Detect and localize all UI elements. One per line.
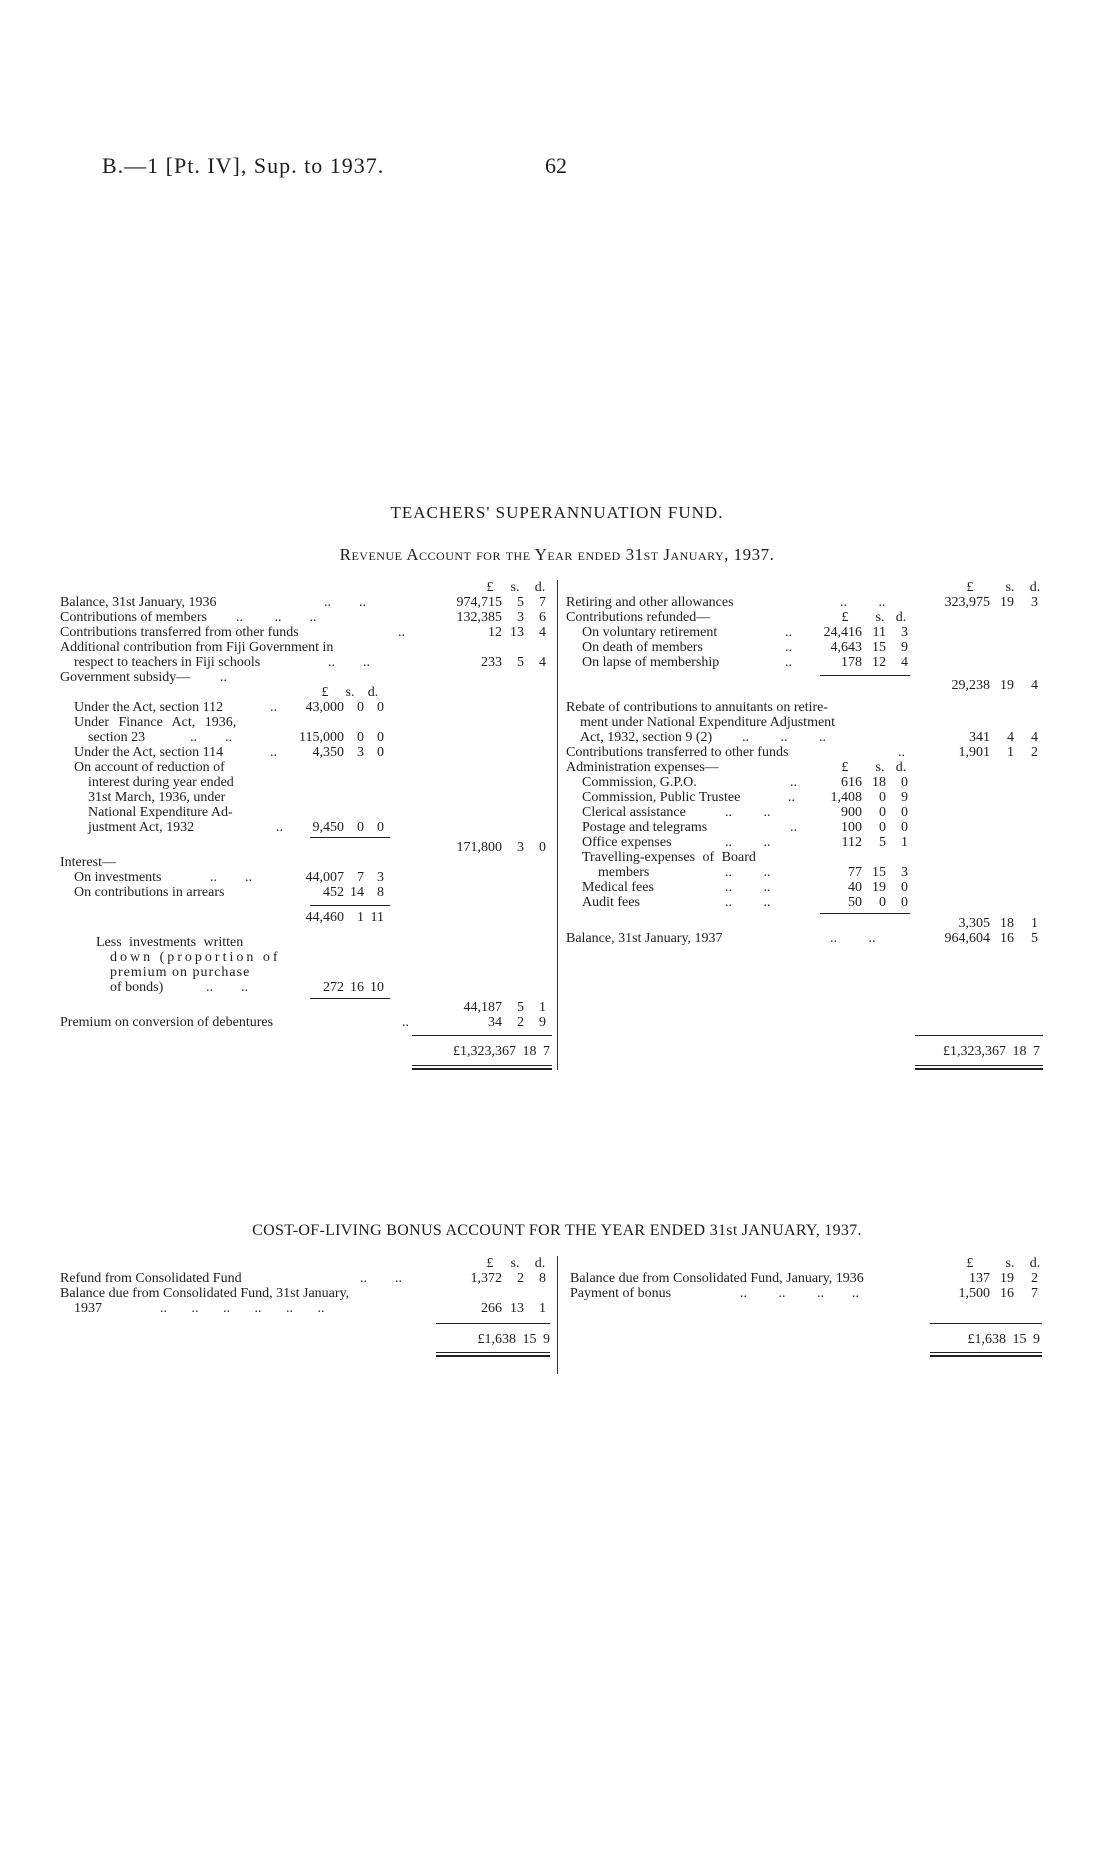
pounds: 4,643 — [830, 640, 862, 655]
row-label: Under the Act, section 114 — [74, 745, 224, 760]
pence: 0 — [901, 805, 908, 820]
row-label: Additional contribution from Fiji Government in — [60, 640, 334, 655]
shillings: 0 — [879, 895, 886, 910]
pounds: 29,238 — [951, 678, 990, 693]
shilling-head: s. — [510, 580, 520, 595]
bonus-left-double-rule-2 — [436, 1355, 550, 1357]
bonus-center-divider — [557, 1256, 558, 1374]
right-pence-head: d. — [1029, 1256, 1041, 1271]
inner-pound-head: £ — [841, 760, 849, 775]
fund-title: TEACHERS' SUPERANNUATION FUND. — [390, 503, 724, 522]
bonus-account-table: £ s. d. £ s. d. Refund from Consolidated Fund .. .. 1,372 2 8 Balance due from Consolidated Fund, January, 1936 137 19 2 Balance due from Consolidated Fund, 31st January, Payment of bonus .. .. .. .. 1,500 16 7 1937 .. .. .. .. .. .. 266 13 1 £1,638 15 9 £1,638 15 9 — [60, 1256, 1060, 1376]
pound-head: £ — [966, 580, 974, 595]
row-label: Less investments written — [96, 935, 244, 950]
row-label: Act, 1932, section 9 (2) — [580, 730, 713, 745]
shilling-head: s. — [1005, 580, 1015, 595]
shillings: 2 — [517, 1015, 524, 1030]
row-label: Commission, Public Trustee — [582, 790, 741, 805]
left-total-double-rule-2 — [412, 1068, 552, 1070]
pounds: 323,975 — [944, 595, 990, 610]
shillings: 0 — [879, 820, 886, 835]
pence: 11 — [370, 910, 384, 925]
pence: 4 — [539, 625, 546, 640]
inner-pound-head: £ — [321, 685, 329, 700]
admin-subtotal-rule — [820, 913, 910, 914]
pounds: 50 — [848, 895, 862, 910]
bonus-left-double-rule-1 — [436, 1352, 550, 1353]
pounds: 178 — [841, 655, 862, 670]
pence: 1 — [539, 1301, 546, 1316]
pence: 4 — [1031, 678, 1038, 693]
shillings: 14 — [350, 885, 364, 900]
pounds: 233 — [481, 655, 502, 670]
shillings: 1 — [1007, 745, 1014, 760]
pence: 1 — [901, 835, 908, 850]
row-label: National Expenditure Ad- — [88, 805, 233, 820]
row-label: 31st March, 1936, under — [88, 790, 226, 805]
pence: 0 — [377, 820, 384, 835]
row-label: On death of members — [582, 640, 703, 655]
right-row-label: Balance due from Consolidated Fund, January, 1936 — [570, 1271, 864, 1286]
row-label: Under the Act, section 112 — [74, 700, 224, 715]
row-label: members — [598, 865, 650, 880]
shillings: 19 — [1000, 595, 1014, 610]
pence: 0 — [901, 775, 908, 790]
pence: 4 — [539, 655, 546, 670]
pounds: 77 — [848, 865, 862, 880]
row-label: Interest— — [60, 855, 116, 870]
right-pound-head: £ — [966, 1256, 974, 1271]
interest-subtotal-rule — [310, 905, 390, 906]
pounds: 171,800 — [456, 840, 502, 855]
pence: 9 — [901, 640, 908, 655]
pence: 6 — [539, 610, 546, 625]
revenue-account-table: £ s. d. £ s. d. Balance, 31st January, 1936 .. .. 974,715 5 7 Contributions of members .. .. .. 132,385 3 6 Contributions transferred from other funds .. 12 13 4 Additional contribution from Fiji Government in respect to teachers in Fiji schools .. .. 233 5 4 Government subsidy— .. Under the Act, section 112 .. 43,000 0 0 Under Finance Act, 1936, section 23 .. .. 115,000 0 0 Under the Act, section 114 .. 4,350 3 0 On account of reduction of interest during year ended 31st March, 1936, under National Expenditure Ad- justment Act, 1932 .. 9,450 0 0 171,800 3 0 Interest— On investments .. .. 44,007 7 3 On contributions in arrears 452 14 8 44,460 1 11 Less investments written down (proportion of premium on purchase of bonds) .. .. 272 16 10 44,187 5 1 Premium on conversion of debentures .. 34 2 9 £1,323,367 18 7 £ s. d. Retiring and other allowances .. .. 323,975 19 3 Contributions refunded— £ s. d. On voluntary retirement .. 24,416 11 3 On death of members .. 4,643 15 9 On lapse of membership .. 178 12 4 29,238 19 4 Rebate of contributions to annuitants on retire- ment under National Expenditure Adjustment Act, 1932, section 9 (2) .. .. .. 341 4 4 Contributions transferred to other funds .. 1,901 1 2 Administration expenses— £ s. d. Commission, G.P.O. .. 616 18 0 Commission, Public Trustee .. 1,408 0 9 Clerical assistance .. .. 900 0 0 Postage and telegrams .. 100 0 0 Office expenses .. .. 112 5 1 Travelling-expenses of Board members .. .. 77 15 3 Medical fees .. .. 40 19 0 Audit fees .. .. 50 0 0 3,305 18 1 Balance, 31st January, 1937 .. .. 964,604 16 5 £1,323,367 18 7 — [60, 580, 1060, 1100]
revenue-account-title: Revenue Account for the Year ended 31st January, 1937. — [339, 545, 775, 564]
pounds: 100 — [841, 820, 862, 835]
row-label: Retiring and other allowances — [566, 595, 734, 610]
pounds: 132,385 — [456, 610, 502, 625]
row-label: Balance, 31st January, 1937 — [566, 931, 723, 946]
row-label: Contributions transferred from other funds — [60, 625, 299, 640]
pounds: 43,000 — [305, 700, 344, 715]
row-label: On contributions in arrears — [74, 885, 225, 900]
row-label: Medical fees — [582, 880, 654, 895]
pounds: 272 — [323, 980, 344, 995]
inner-shilling-head: s. — [875, 760, 885, 775]
shillings: 5 — [517, 1000, 524, 1015]
right-total-rule — [915, 1035, 1043, 1036]
pounds: 12 — [488, 625, 502, 640]
row-label: Government subsidy— — [60, 670, 191, 685]
shillings: 13 — [510, 625, 524, 640]
pence: 0 — [377, 745, 384, 760]
pence: 2 — [1031, 745, 1038, 760]
shillings: 19 — [1000, 678, 1014, 693]
pence: 3 — [901, 625, 908, 640]
shillings: 0 — [879, 805, 886, 820]
row-label: On lapse of membership — [582, 655, 720, 670]
left-total-double-rule-1 — [412, 1065, 552, 1066]
shillings: 12 — [872, 655, 886, 670]
shillings: 13 — [510, 1301, 524, 1316]
right-total-double-rule-2 — [915, 1068, 1043, 1070]
left-grand-total: £1,638 15 9 — [477, 1332, 550, 1347]
row-label: Contributions of members — [60, 610, 207, 625]
pounds: 44,460 — [305, 910, 344, 925]
shillings: 4 — [1007, 730, 1014, 745]
pounds: 616 — [841, 775, 862, 790]
pounds: 964,604 — [944, 931, 990, 946]
row-label: Office expenses — [582, 835, 672, 850]
right-pence: 2 — [1031, 1271, 1038, 1286]
row-label: Contributions transferred to other funds — [566, 745, 789, 760]
pence-head: d. — [534, 1256, 546, 1271]
row-label: down (proportion of — [110, 950, 281, 965]
pounds: 452 — [323, 885, 344, 900]
revenue-center-divider — [557, 580, 558, 1070]
pounds: 3,305 — [958, 916, 990, 931]
right-pounds: 137 — [969, 1271, 990, 1286]
pence: 0 — [377, 730, 384, 745]
grand-total: £1,323,367 18 7 — [453, 1044, 550, 1059]
row-label: Commission, G.P.O. — [582, 775, 697, 790]
pence: 8 — [377, 885, 384, 900]
row-label: Administration expenses— — [566, 760, 719, 775]
shillings: 18 — [1000, 916, 1014, 931]
refunded-subtotal-rule — [820, 675, 910, 676]
right-shillings: 19 — [1000, 1271, 1014, 1286]
shillings: 0 — [879, 790, 886, 805]
pence: 9 — [539, 1015, 546, 1030]
shillings: 16 — [1000, 931, 1014, 946]
bonus-right-total-rule — [930, 1323, 1042, 1324]
right-grand-total: £1,638 15 9 — [967, 1332, 1040, 1347]
pounds: 900 — [841, 805, 862, 820]
row-label: On investments — [74, 870, 162, 885]
row-label: Travelling-expenses of Board — [582, 850, 756, 865]
pence: 1 — [1031, 916, 1038, 931]
right-total-double-rule-1 — [915, 1065, 1043, 1066]
row-label: Refund from Consolidated Fund — [60, 1271, 242, 1286]
pounds: 1,372 — [470, 1271, 502, 1286]
pence: 9 — [901, 790, 908, 805]
pounds: 266 — [481, 1301, 502, 1316]
interest-total-rule — [310, 998, 390, 999]
row-label: justment Act, 1932 — [88, 820, 195, 835]
row-label: On account of reduction of — [74, 760, 225, 775]
pounds: 4,350 — [312, 745, 344, 760]
inner-shilling-head: s. — [345, 685, 355, 700]
row-label: 1937 — [74, 1301, 102, 1316]
pence: 7 — [539, 595, 546, 610]
pence: 0 — [901, 880, 908, 895]
shillings: 7 — [357, 870, 364, 885]
right-shilling-head: s. — [1005, 1256, 1015, 1271]
right-pence: 7 — [1031, 1286, 1038, 1301]
shilling-head: s. — [510, 1256, 520, 1271]
document-reference: B.—1 [Pt. IV], Sup. to 1937. — [102, 153, 385, 178]
inner-pence-head: d. — [367, 685, 379, 700]
shillings: 19 — [872, 880, 886, 895]
shillings: 15 — [872, 640, 886, 655]
pounds: 115,000 — [299, 730, 344, 745]
left-total-rule — [412, 1035, 552, 1036]
pence: 4 — [901, 655, 908, 670]
row-label: ment under National Expenditure Adjustment — [580, 715, 836, 730]
shillings: 2 — [517, 1271, 524, 1286]
bonus-account-title: COST-OF-LIVING BONUS ACCOUNT FOR THE YEAR ENDED 31st JANUARY, 1937. — [252, 1222, 862, 1239]
shillings: 0 — [357, 700, 364, 715]
pounds: 34 — [488, 1015, 502, 1030]
row-label: On voluntary retirement — [582, 625, 718, 640]
pence: 4 — [1031, 730, 1038, 745]
row-label: premium on purchase — [110, 965, 251, 980]
pence: 0 — [377, 700, 384, 715]
row-label: Premium on conversion of debentures — [60, 1015, 274, 1030]
right-row-label: Payment of bonus — [570, 1286, 672, 1301]
pence: 3 — [901, 865, 908, 880]
pence: 5 — [1031, 931, 1038, 946]
pound-head: £ — [486, 1256, 494, 1271]
row-label: Rebate of contributions to annuitants on retire- — [566, 700, 829, 715]
row-label: Under Finance Act, 1936, — [74, 715, 237, 730]
pound-head: £ — [486, 580, 494, 595]
shillings: 3 — [357, 745, 364, 760]
grand-total: £1,323,367 18 7 — [943, 1044, 1040, 1059]
right-shillings: 16 — [1000, 1286, 1014, 1301]
shillings: 1 — [357, 910, 364, 925]
pounds: 1,408 — [830, 790, 862, 805]
pence: 8 — [539, 1271, 546, 1286]
shillings: 3 — [517, 610, 524, 625]
row-label: respect to teachers in Fiji schools — [74, 655, 261, 670]
subsidy-subtotal-rule — [310, 837, 390, 838]
pounds: 974,715 — [456, 595, 502, 610]
shillings: 11 — [872, 625, 886, 640]
shillings: 5 — [517, 595, 524, 610]
pence-head: d. — [1029, 580, 1041, 595]
pounds: 40 — [848, 880, 862, 895]
pounds: 341 — [969, 730, 990, 745]
row-label: Contributions refunded— — [566, 610, 711, 625]
pence: 10 — [370, 980, 384, 995]
pence: 3 — [1031, 595, 1038, 610]
shillings: 15 — [872, 865, 886, 880]
pence-head: d. — [534, 580, 546, 595]
shillings: 5 — [879, 835, 886, 850]
pounds: 9,450 — [312, 820, 344, 835]
pence: 0 — [539, 840, 546, 855]
page-number: 62 — [545, 153, 567, 178]
bonus-left-total-rule — [436, 1323, 550, 1324]
pounds: 44,007 — [305, 870, 344, 885]
inner-shilling-head: s. — [875, 610, 885, 625]
right-pounds: 1,500 — [958, 1286, 990, 1301]
shillings: 0 — [357, 730, 364, 745]
inner-pound-head: £ — [841, 610, 849, 625]
row-label: Audit fees — [582, 895, 640, 910]
shillings: 18 — [872, 775, 886, 790]
inner-pence-head: d. — [895, 760, 907, 775]
pounds: 44,187 — [463, 1000, 502, 1015]
shillings: 5 — [517, 655, 524, 670]
pounds: 112 — [841, 835, 862, 850]
pence: 0 — [901, 895, 908, 910]
row-label: section 23 — [88, 730, 146, 745]
pounds: 24,416 — [823, 625, 862, 640]
pence: 1 — [539, 1000, 546, 1015]
row-label: Postage and telegrams — [582, 820, 708, 835]
pounds: 1,901 — [958, 745, 990, 760]
pence: 3 — [377, 870, 384, 885]
bonus-right-double-rule-1 — [930, 1352, 1042, 1353]
pence: 0 — [901, 820, 908, 835]
inner-pence-head: d. — [895, 610, 907, 625]
shillings: 3 — [517, 840, 524, 855]
shillings: 0 — [357, 820, 364, 835]
bonus-right-double-rule-2 — [930, 1355, 1042, 1357]
row-label: interest during year ended — [88, 775, 234, 790]
row-label: Clerical assistance — [582, 805, 686, 820]
row-label: Balance, 31st January, 1936 — [60, 595, 217, 610]
row-label: of bonds) — [110, 980, 164, 995]
row-label: Balance due from Consolidated Fund, 31st January, — [60, 1286, 350, 1301]
shillings: 16 — [350, 980, 364, 995]
